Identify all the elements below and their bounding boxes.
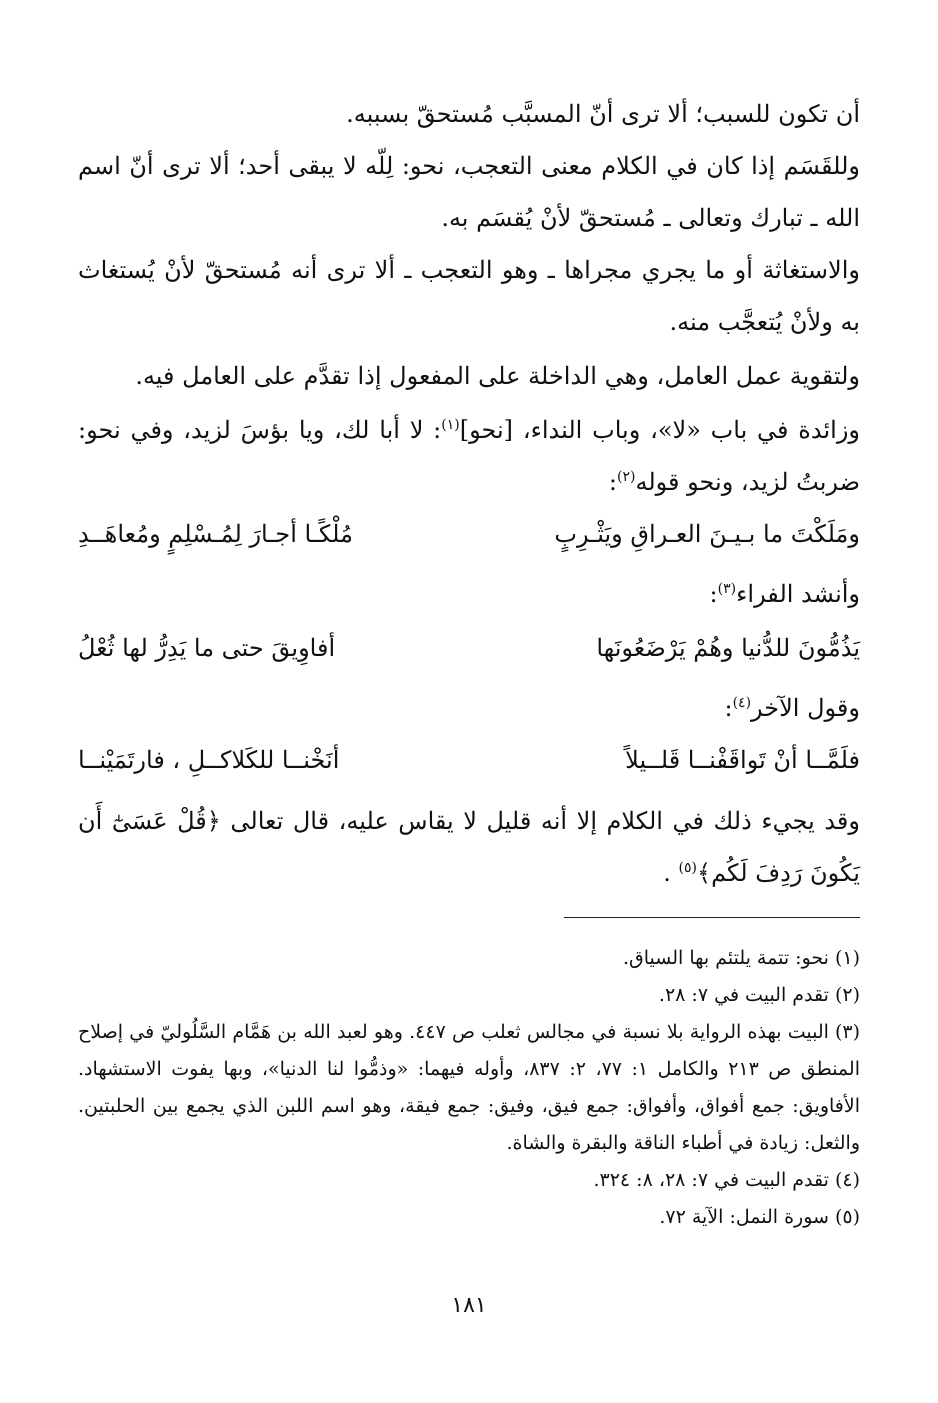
footnote-number: (٣) [834, 1021, 860, 1043]
verse-2 [78, 622, 860, 674]
verse-2-first-hemistich: يَذُمُّونَ للدُّنيا وهُمْ يَرْضَعُونَها [596, 634, 860, 662]
paragraph-3-text: والاستغاثة أو ما يجري مجراها ـ وهو التعجب ـ ألا ترى أنه مُستحقّ لأنْ يُستغاث به ولأنْ يُتعجَّب منه. [78, 256, 860, 336]
footnote-ref-2: (٢) [616, 469, 636, 485]
paragraph-1 [78, 88, 860, 140]
verse-3-second-hemistich: أنَخْنــا للكَلاكــلِ ، فارتَمَيْنــا [78, 746, 340, 774]
footnote-ref-5: (٥) [678, 860, 698, 876]
paragraph-1-text: أن تكون للسبب؛ ألا ترى أنّ المسبَّب مُستحقّ بسببه. [346, 100, 860, 128]
footnote-5 [78, 1199, 860, 1236]
paragraph-7 [78, 682, 860, 734]
paragraph-5-text-c: : [608, 468, 617, 496]
footnote-text: تقدم البيت في ٧: ٢٨، ٨: ٣٢٤. [593, 1169, 829, 1191]
footnote-text: البيت بهذه الرواية بلا نسبة في مجالس ثعلب ص ٤٤٧. وهو لعبد الله بن هَمَّام السَّلُوليّ في إصلاح المنطق ص ٢١٣ والكامل ١: ٧٧، ٢: ٨٣٧، وأوله فيهما: «وذمُّوا لنا الدنيا»، وبها يفوت الاستشهاد. الأفاويق: جمع أفواق، وأفواق: جمع فيق، وفيق: جمع فيقة، وهو اسم اللبن الذي يجمع بين الحلبتين. والثعل: زيادة في أطباء الناقة والبقرة والشاة. [78, 1021, 860, 1154]
footnote-text: نحو: تتمة يلتئم بها السياق. [622, 947, 829, 969]
verse-1-second-hemistich: مُلْكًـا أجـارَ لِمُـسْلِمٍ ومُعاهَــدِ [78, 520, 353, 548]
footnote-number: (٢) [834, 984, 860, 1006]
paragraph-3 [78, 244, 860, 348]
footnote-2 [78, 977, 860, 1014]
paragraph-5-text-a: وزائدة في باب «لا»، وباب النداء، [نحو] [459, 416, 860, 444]
paragraph-7-text: وقول الآخر [751, 694, 860, 722]
paragraph-6-colon: : [709, 580, 718, 608]
verse-1-first-hemistich: ومَلَكْتَ ما بـيـنَ العـراقِ ويَثْـرِبٍ [554, 520, 860, 548]
verse-2-second-hemistich: أفاوِيقَ حتى ما يَدِرُّ لها ثُعْلُ [78, 634, 336, 662]
paragraph-2 [78, 140, 860, 244]
verse-1 [78, 508, 860, 560]
footnotes [78, 940, 860, 1236]
paragraph-2-text: وللقَسَم إذا كان في الكلام معنى التعجب، نحو: لِلّه لا يبقى أحد؛ ألا ترى أنّ اسم الله ـ تبارك وتعالى ـ مُستحقّ لأنْ يُقسَم به. [78, 152, 860, 232]
footnote-number: (٤) [834, 1169, 860, 1191]
footnote-ref-3: (٣) [717, 581, 737, 597]
paragraph-7-colon: : [724, 694, 733, 722]
footnote-1 [78, 940, 860, 977]
paragraph-5 [78, 404, 860, 508]
footnote-ref-1: (١) [441, 417, 460, 433]
footnote-3 [78, 1014, 860, 1162]
footnote-4 [78, 1162, 860, 1199]
paragraph-8 [78, 795, 860, 899]
footnote-number: (٥) [834, 1206, 860, 1228]
footnote-ref-4: (٤) [732, 695, 752, 711]
paragraph-4 [78, 350, 860, 402]
paragraph-6-text: وأنشد الفراء [736, 580, 860, 608]
footnote-text: سورة النمل: الآية ٧٢. [659, 1206, 829, 1228]
footnote-text: تقدم البيت في ٧: ٢٨. [658, 984, 829, 1006]
page-number: ١٨١ [451, 1293, 487, 1318]
paragraph-5-text-b: : لا أبا لك، ويا بؤسَ لزيد، وفي نحو: ضربتُ لزيد، ونحو قوله [78, 416, 860, 496]
paragraph-4-text: ولتقوية عمل العامل، وهي الداخلة على المفعول إذا تقدَّم على العامل فيه. [135, 362, 860, 390]
footnote-separator [564, 917, 860, 918]
verse-3 [78, 734, 860, 786]
verse-3-first-hemistich: فلَمَّــا أنْ تَواقَفْنــا قَلــيلاً [625, 746, 860, 774]
paragraph-8-text: وقد يجيء ذلك في الكلام إلا أنه قليل لا يقاس عليه، قال تعالى ﴿قُلْ عَسَىٰٓ أَن يَكُونَ رَدِفَ لَكُم﴾ [78, 807, 860, 887]
footnote-number: (١) [834, 947, 860, 969]
paragraph-6 [78, 568, 860, 620]
paragraph-8-end: . [663, 859, 679, 887]
